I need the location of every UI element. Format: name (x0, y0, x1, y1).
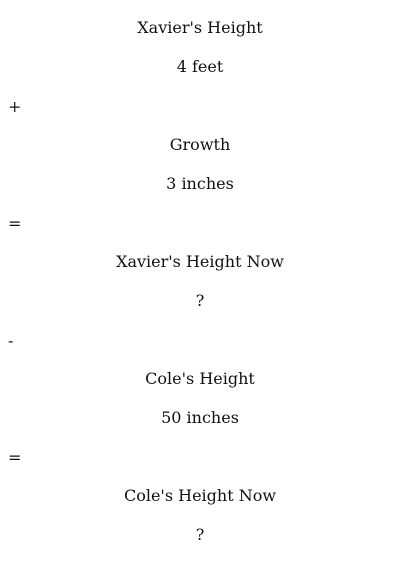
cole-height-now-value: ? (195, 525, 205, 544)
plus-operator: + (8, 97, 22, 116)
growth-value: 3 inches (166, 174, 234, 193)
growth-label: Growth (169, 135, 231, 154)
cole-height-label: Cole's Height (145, 369, 255, 388)
xavier-height-now-label: Xavier's Height Now (116, 252, 284, 271)
xavier-height-label: Xavier's Height (137, 18, 263, 37)
minus-operator: - (8, 331, 14, 350)
xavier-height-value: 4 feet (176, 57, 224, 76)
equals-operator-2: = (8, 448, 22, 467)
xavier-height-now-value: ? (195, 291, 205, 310)
cole-height-now-label: Cole's Height Now (123, 486, 277, 505)
cole-height-value: 50 inches (161, 408, 239, 427)
equals-operator-1: = (8, 214, 22, 233)
